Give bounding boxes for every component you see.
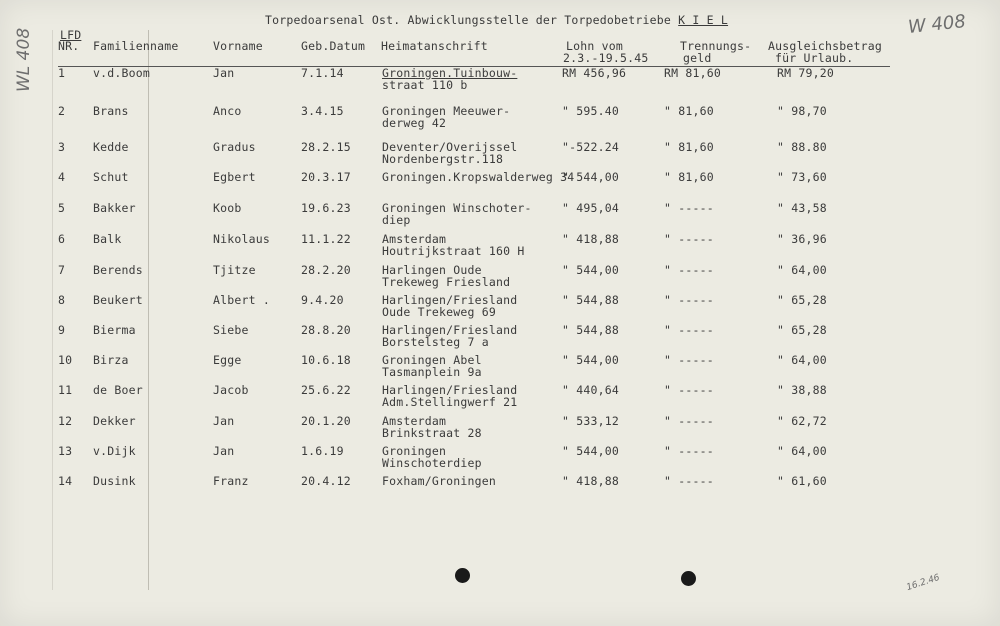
cell-trennungsgeld: " ----- bbox=[664, 383, 714, 397]
cell-trennungsgeld: " 81,60 bbox=[664, 170, 714, 184]
annotation-top-right: W 408 bbox=[907, 11, 967, 38]
cell-address-line2: Trekeweg Friesland bbox=[382, 275, 511, 289]
cell-ausgleichsbetrag: " 64,00 bbox=[777, 444, 827, 458]
cell-gebdatum: 3.4.15 bbox=[301, 104, 344, 118]
cell-vorname: Egbert bbox=[213, 170, 256, 184]
header-gebdatum: Geb.Datum bbox=[301, 39, 366, 53]
cell-lohn: " 544,88 bbox=[562, 293, 619, 307]
punch-hole bbox=[681, 571, 696, 586]
cell-lohn: " 418,88 bbox=[562, 474, 619, 488]
cell-address-line2: derweg 42 bbox=[382, 116, 447, 130]
cell-trennungsgeld: " ----- bbox=[664, 232, 714, 246]
cell-nr: 8 bbox=[58, 293, 66, 307]
cell-address-line2: Brinkstraat 28 bbox=[382, 426, 482, 440]
cell-ausgleichsbetrag: " 38,88 bbox=[777, 383, 827, 397]
cell-address-line2: Oude Trekeweg 69 bbox=[382, 305, 496, 319]
cell-trennungsgeld: " ----- bbox=[664, 293, 714, 307]
header-ausgl-1: Ausgleichsbetrag bbox=[768, 39, 882, 53]
cell-gebdatum: 7.1.14 bbox=[301, 66, 344, 80]
cell-familienname: Beukert bbox=[93, 293, 143, 307]
cell-nr: 12 bbox=[58, 414, 73, 428]
cell-address-line1: Groningen Abel bbox=[382, 353, 482, 367]
cell-address-line1: Groningen Meeuwer- bbox=[382, 104, 511, 118]
cell-ausgleichsbetrag: " 36,96 bbox=[777, 232, 827, 246]
cell-familienname: Schut bbox=[93, 170, 129, 184]
cell-address-line1: Amsterdam bbox=[382, 414, 447, 428]
cell-gebdatum: 20.4.12 bbox=[301, 474, 351, 488]
punch-hole bbox=[455, 568, 470, 583]
cell-ausgleichsbetrag: " 65,28 bbox=[777, 323, 827, 337]
cell-lohn: " 418,88 bbox=[562, 232, 619, 246]
cell-address-line2: Nordenbergstr.118 bbox=[382, 152, 504, 166]
cell-familienname: Bierma bbox=[93, 323, 136, 337]
cell-trennungsgeld: RM 81,60 bbox=[664, 66, 721, 80]
cell-address-line2: Borstelsteg 7 a bbox=[382, 335, 489, 349]
cell-familienname: v.Dijk bbox=[93, 444, 136, 458]
cell-ausgleichsbetrag: " 88.80 bbox=[777, 140, 827, 154]
cell-lohn: RM 456,96 bbox=[562, 66, 627, 80]
cell-nr: 13 bbox=[58, 444, 73, 458]
cell-lohn: " 544,00 bbox=[562, 353, 619, 367]
column-guide bbox=[52, 30, 53, 590]
cell-familienname: Kedde bbox=[93, 140, 129, 154]
cell-trennungsgeld: " ----- bbox=[664, 444, 714, 458]
cell-address-line1: Groningen.Kropswalderweg 34 bbox=[382, 170, 575, 184]
cell-nr: 7 bbox=[58, 263, 66, 277]
cell-trennungsgeld: " ----- bbox=[664, 353, 714, 367]
cell-address-line1: Harlingen Oude bbox=[382, 263, 482, 277]
cell-gebdatum: 28.8.20 bbox=[301, 323, 351, 337]
cell-vorname: Albert . bbox=[213, 293, 270, 307]
cell-nr: 5 bbox=[58, 201, 66, 215]
cell-address-line2: Houtrijkstraat 160 H bbox=[382, 244, 525, 258]
cell-familienname: Bakker bbox=[93, 201, 136, 215]
cell-address-line1: Amsterdam bbox=[382, 232, 447, 246]
cell-ausgleichsbetrag: " 65,28 bbox=[777, 293, 827, 307]
cell-familienname: Berends bbox=[93, 263, 143, 277]
title-main: Torpedoarsenal Ost. Abwicklungsstelle der Torpedobetriebe bbox=[265, 13, 679, 27]
cell-familienname: de Boer bbox=[93, 383, 143, 397]
cell-gebdatum: 28.2.15 bbox=[301, 140, 351, 154]
cell-trennungsgeld: " ----- bbox=[664, 474, 714, 488]
cell-address-line2: Adm.Stellingwerf 21 bbox=[382, 395, 518, 409]
cell-familienname: Balk bbox=[93, 232, 122, 246]
header-trenn-2: geld bbox=[683, 51, 712, 65]
cell-address-line2: diep bbox=[382, 213, 411, 227]
cell-trennungsgeld: " ----- bbox=[664, 414, 714, 428]
cell-ausgleichsbetrag: " 73,60 bbox=[777, 170, 827, 184]
cell-lohn: " 544,00 bbox=[562, 444, 619, 458]
cell-vorname: Anco bbox=[213, 104, 242, 118]
cell-address-line1: Groningen bbox=[382, 444, 447, 458]
cell-address-line1: Groningen Winschoter- bbox=[382, 201, 532, 215]
cell-trennungsgeld: " ----- bbox=[664, 201, 714, 215]
cell-trennungsgeld: " ----- bbox=[664, 323, 714, 337]
cell-vorname: Nikolaus bbox=[213, 232, 270, 246]
cell-address-line1: Groningen.Tuinbouw- bbox=[382, 66, 518, 80]
cell-gebdatum: 20.3.17 bbox=[301, 170, 351, 184]
annotation-bottom-right: 16.2.46 bbox=[905, 572, 942, 594]
cell-vorname: Koob bbox=[213, 201, 242, 215]
annotation-left-margin: WL 408 bbox=[14, 27, 34, 92]
cell-familienname: Dekker bbox=[93, 414, 136, 428]
cell-ausgleichsbetrag: " 62,72 bbox=[777, 414, 827, 428]
cell-vorname: Gradus bbox=[213, 140, 256, 154]
cell-gebdatum: 11.1.22 bbox=[301, 232, 351, 246]
cell-nr: 11 bbox=[58, 383, 73, 397]
header-trenn-1: Trennungs- bbox=[680, 39, 752, 53]
cell-vorname: Jacob bbox=[213, 383, 249, 397]
cell-trennungsgeld: " 81,60 bbox=[664, 140, 714, 154]
cell-vorname: Jan bbox=[213, 414, 235, 428]
cell-ausgleichsbetrag: " 64,00 bbox=[777, 263, 827, 277]
cell-familienname: Brans bbox=[93, 104, 129, 118]
header-lohn-1: Lohn vom bbox=[566, 39, 623, 53]
cell-ausgleichsbetrag: RM 79,20 bbox=[777, 66, 834, 80]
cell-gebdatum: 9.4.20 bbox=[301, 293, 344, 307]
cell-vorname: Siebe bbox=[213, 323, 249, 337]
cell-vorname: Jan bbox=[213, 66, 235, 80]
cell-gebdatum: 10.6.18 bbox=[301, 353, 351, 367]
cell-gebdatum: 28.2.20 bbox=[301, 263, 351, 277]
cell-vorname: Tjitze bbox=[213, 263, 256, 277]
cell-address-line2: Tasmanplein 9a bbox=[382, 365, 482, 379]
cell-ausgleichsbetrag: " 43,58 bbox=[777, 201, 827, 215]
cell-vorname: Franz bbox=[213, 474, 249, 488]
cell-nr: 1 bbox=[58, 66, 66, 80]
cell-lohn: " 533,12 bbox=[562, 414, 619, 428]
cell-address-line1: Deventer/Overijssel bbox=[382, 140, 518, 154]
cell-ausgleichsbetrag: " 64,00 bbox=[777, 353, 827, 367]
cell-address-line1: Harlingen/Friesland bbox=[382, 323, 518, 337]
cell-nr: 10 bbox=[58, 353, 73, 367]
header-lfd-2: NR. bbox=[58, 39, 80, 53]
cell-gebdatum: 19.6.23 bbox=[301, 201, 351, 215]
cell-nr: 14 bbox=[58, 474, 73, 488]
cell-lohn: " 544,00 bbox=[562, 263, 619, 277]
cell-ausgleichsbetrag: " 61,60 bbox=[777, 474, 827, 488]
cell-gebdatum: 25.6.22 bbox=[301, 383, 351, 397]
cell-nr: 2 bbox=[58, 104, 66, 118]
cell-lohn: " 595.40 bbox=[562, 104, 619, 118]
cell-lohn: " 440,64 bbox=[562, 383, 619, 397]
cell-gebdatum: 1.6.19 bbox=[301, 444, 344, 458]
cell-nr: 4 bbox=[58, 170, 66, 184]
cell-trennungsgeld: " ----- bbox=[664, 263, 714, 277]
header-lfd-1: LFD bbox=[60, 28, 82, 42]
header-vorname: Vorname bbox=[213, 39, 263, 53]
cell-lohn: "-522.24 bbox=[562, 140, 619, 154]
cell-lohn: " 544,88 bbox=[562, 323, 619, 337]
document-title bbox=[265, 13, 728, 27]
header-heimatanschrift: Heimatanschrift bbox=[381, 39, 488, 53]
cell-ausgleichsbetrag: " 98,70 bbox=[777, 104, 827, 118]
cell-address-line2: Winschoterdiep bbox=[382, 456, 482, 470]
cell-familienname: v.d.Boom bbox=[93, 66, 150, 80]
cell-nr: 6 bbox=[58, 232, 66, 246]
cell-gebdatum: 20.1.20 bbox=[301, 414, 351, 428]
cell-familienname: Birza bbox=[93, 353, 129, 367]
cell-nr: 9 bbox=[58, 323, 66, 337]
title-city: K I E L bbox=[678, 13, 729, 27]
cell-address-line2: straat 110 b bbox=[382, 78, 468, 92]
cell-vorname: Egge bbox=[213, 353, 242, 367]
header-familienname: Familienname bbox=[93, 39, 179, 53]
column-guide bbox=[148, 30, 149, 590]
header-ausgl-2: für Urlaub. bbox=[775, 51, 854, 65]
cell-vorname: Jan bbox=[213, 444, 235, 458]
cell-trennungsgeld: " 81,60 bbox=[664, 104, 714, 118]
cell-address-line1: Harlingen/Friesland bbox=[382, 293, 518, 307]
header-lohn-2: 2.3.-19.5.45 bbox=[563, 51, 649, 65]
cell-lohn: " 495,04 bbox=[562, 201, 619, 215]
cell-familienname: Dusink bbox=[93, 474, 136, 488]
cell-lohn: " 544,00 bbox=[562, 170, 619, 184]
cell-address-line1: Foxham/Groningen bbox=[382, 474, 496, 488]
cell-address-line1: Harlingen/Friesland bbox=[382, 383, 518, 397]
cell-nr: 3 bbox=[58, 140, 66, 154]
